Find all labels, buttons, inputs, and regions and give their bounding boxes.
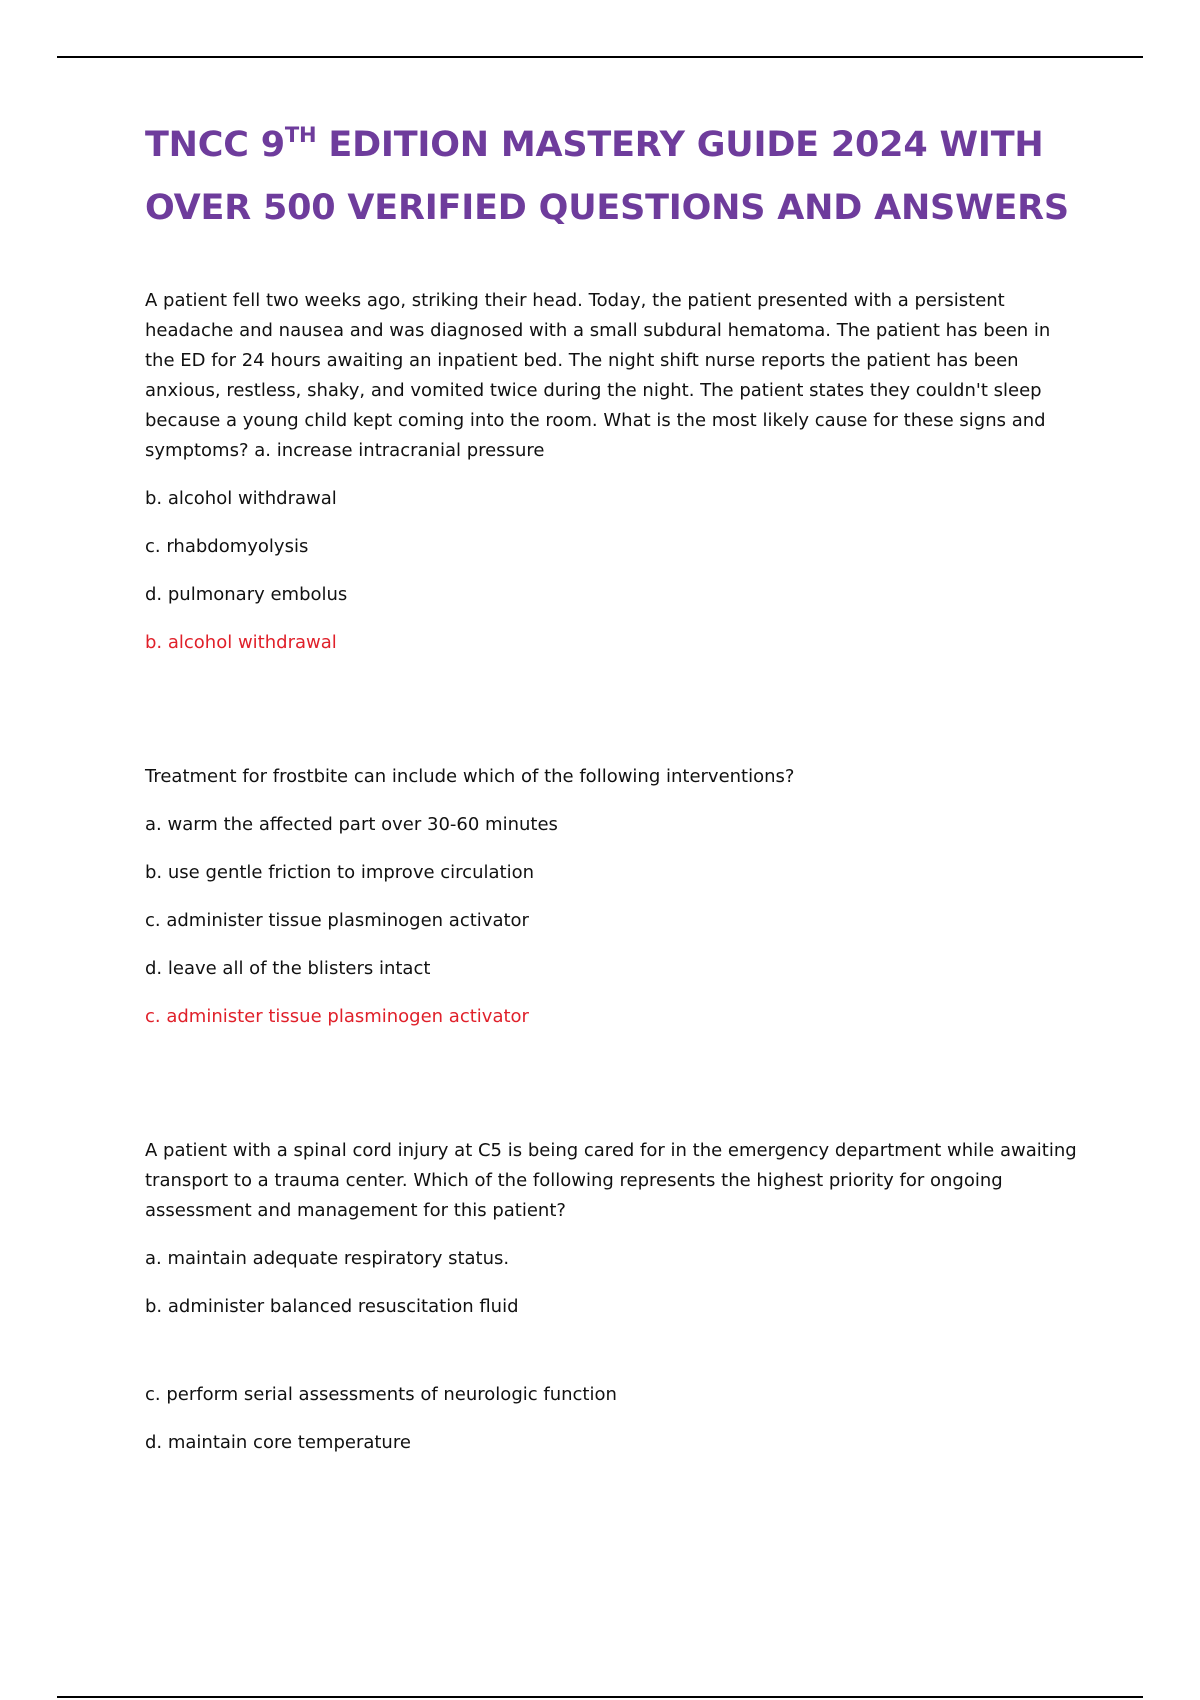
title-part1: TNCC 9 bbox=[145, 125, 285, 165]
title-superscript: TH bbox=[284, 123, 317, 147]
question-text: A patient fell two weeks ago, striking their head. Today, the patient presented with a persistent headache and nausea and was diagnosed with a small subdural hematoma. The patient has been in the ED for 24 hours awaiting an inpatient bed. The night shift nurse reports the patient has been anxious, restless, shaky, and vomited twice during the night. The patient states they couldn't sleep because a young child kept coming into the room. What is the most likely cause for these signs and symptoms? a. increase intracranial pressure bbox=[145, 290, 1051, 461]
option-d: d. maintain core temperature bbox=[145, 1432, 411, 1453]
document-body bbox=[145, 114, 1085, 1476]
question-2 bbox=[145, 762, 1085, 1032]
option-c: c. perform serial assessments of neurologic function bbox=[145, 1384, 617, 1405]
option-d: d. leave all of the blisters intact bbox=[145, 958, 431, 979]
page-title bbox=[145, 114, 1085, 240]
correct-answer: c. administer tissue plasminogen activator bbox=[145, 1006, 529, 1027]
option-c: c. administer tissue plasminogen activator bbox=[145, 910, 529, 931]
option-b: b. alcohol withdrawal bbox=[145, 488, 337, 509]
option-c: c. rhabdomyolysis bbox=[145, 536, 309, 557]
spacer bbox=[145, 1340, 1085, 1380]
question-1 bbox=[145, 286, 1085, 658]
question-text: A patient with a spinal cord injury at C5 is being cared for in the emergency department while awaiting transport to a trauma center. Which of the following represents the highest priority for ongoing assessment and management for this patient? bbox=[145, 1140, 1077, 1221]
option-b: b. use gentle friction to improve circulation bbox=[145, 862, 534, 883]
correct-answer: b. alcohol withdrawal bbox=[145, 632, 337, 653]
spacer bbox=[145, 658, 1085, 762]
bottom-rule bbox=[57, 1696, 1143, 1698]
title-part2: EDITION MASTERY GUIDE 2024 WITH OVER 500 VERIFIED QUESTIONS AND ANSWERS bbox=[145, 125, 1069, 228]
option-b: b. administer balanced resuscitation fluid bbox=[145, 1296, 519, 1317]
option-a: a. warm the affected part over 30-60 minutes bbox=[145, 814, 558, 835]
spacer bbox=[145, 1032, 1085, 1136]
option-d: d. pulmonary embolus bbox=[145, 584, 348, 605]
question-3 bbox=[145, 1136, 1085, 1458]
option-a: a. maintain adequate respiratory status. bbox=[145, 1248, 510, 1269]
top-rule bbox=[57, 56, 1143, 58]
question-text: Treatment for frostbite can include which of the following interventions? bbox=[145, 766, 795, 787]
